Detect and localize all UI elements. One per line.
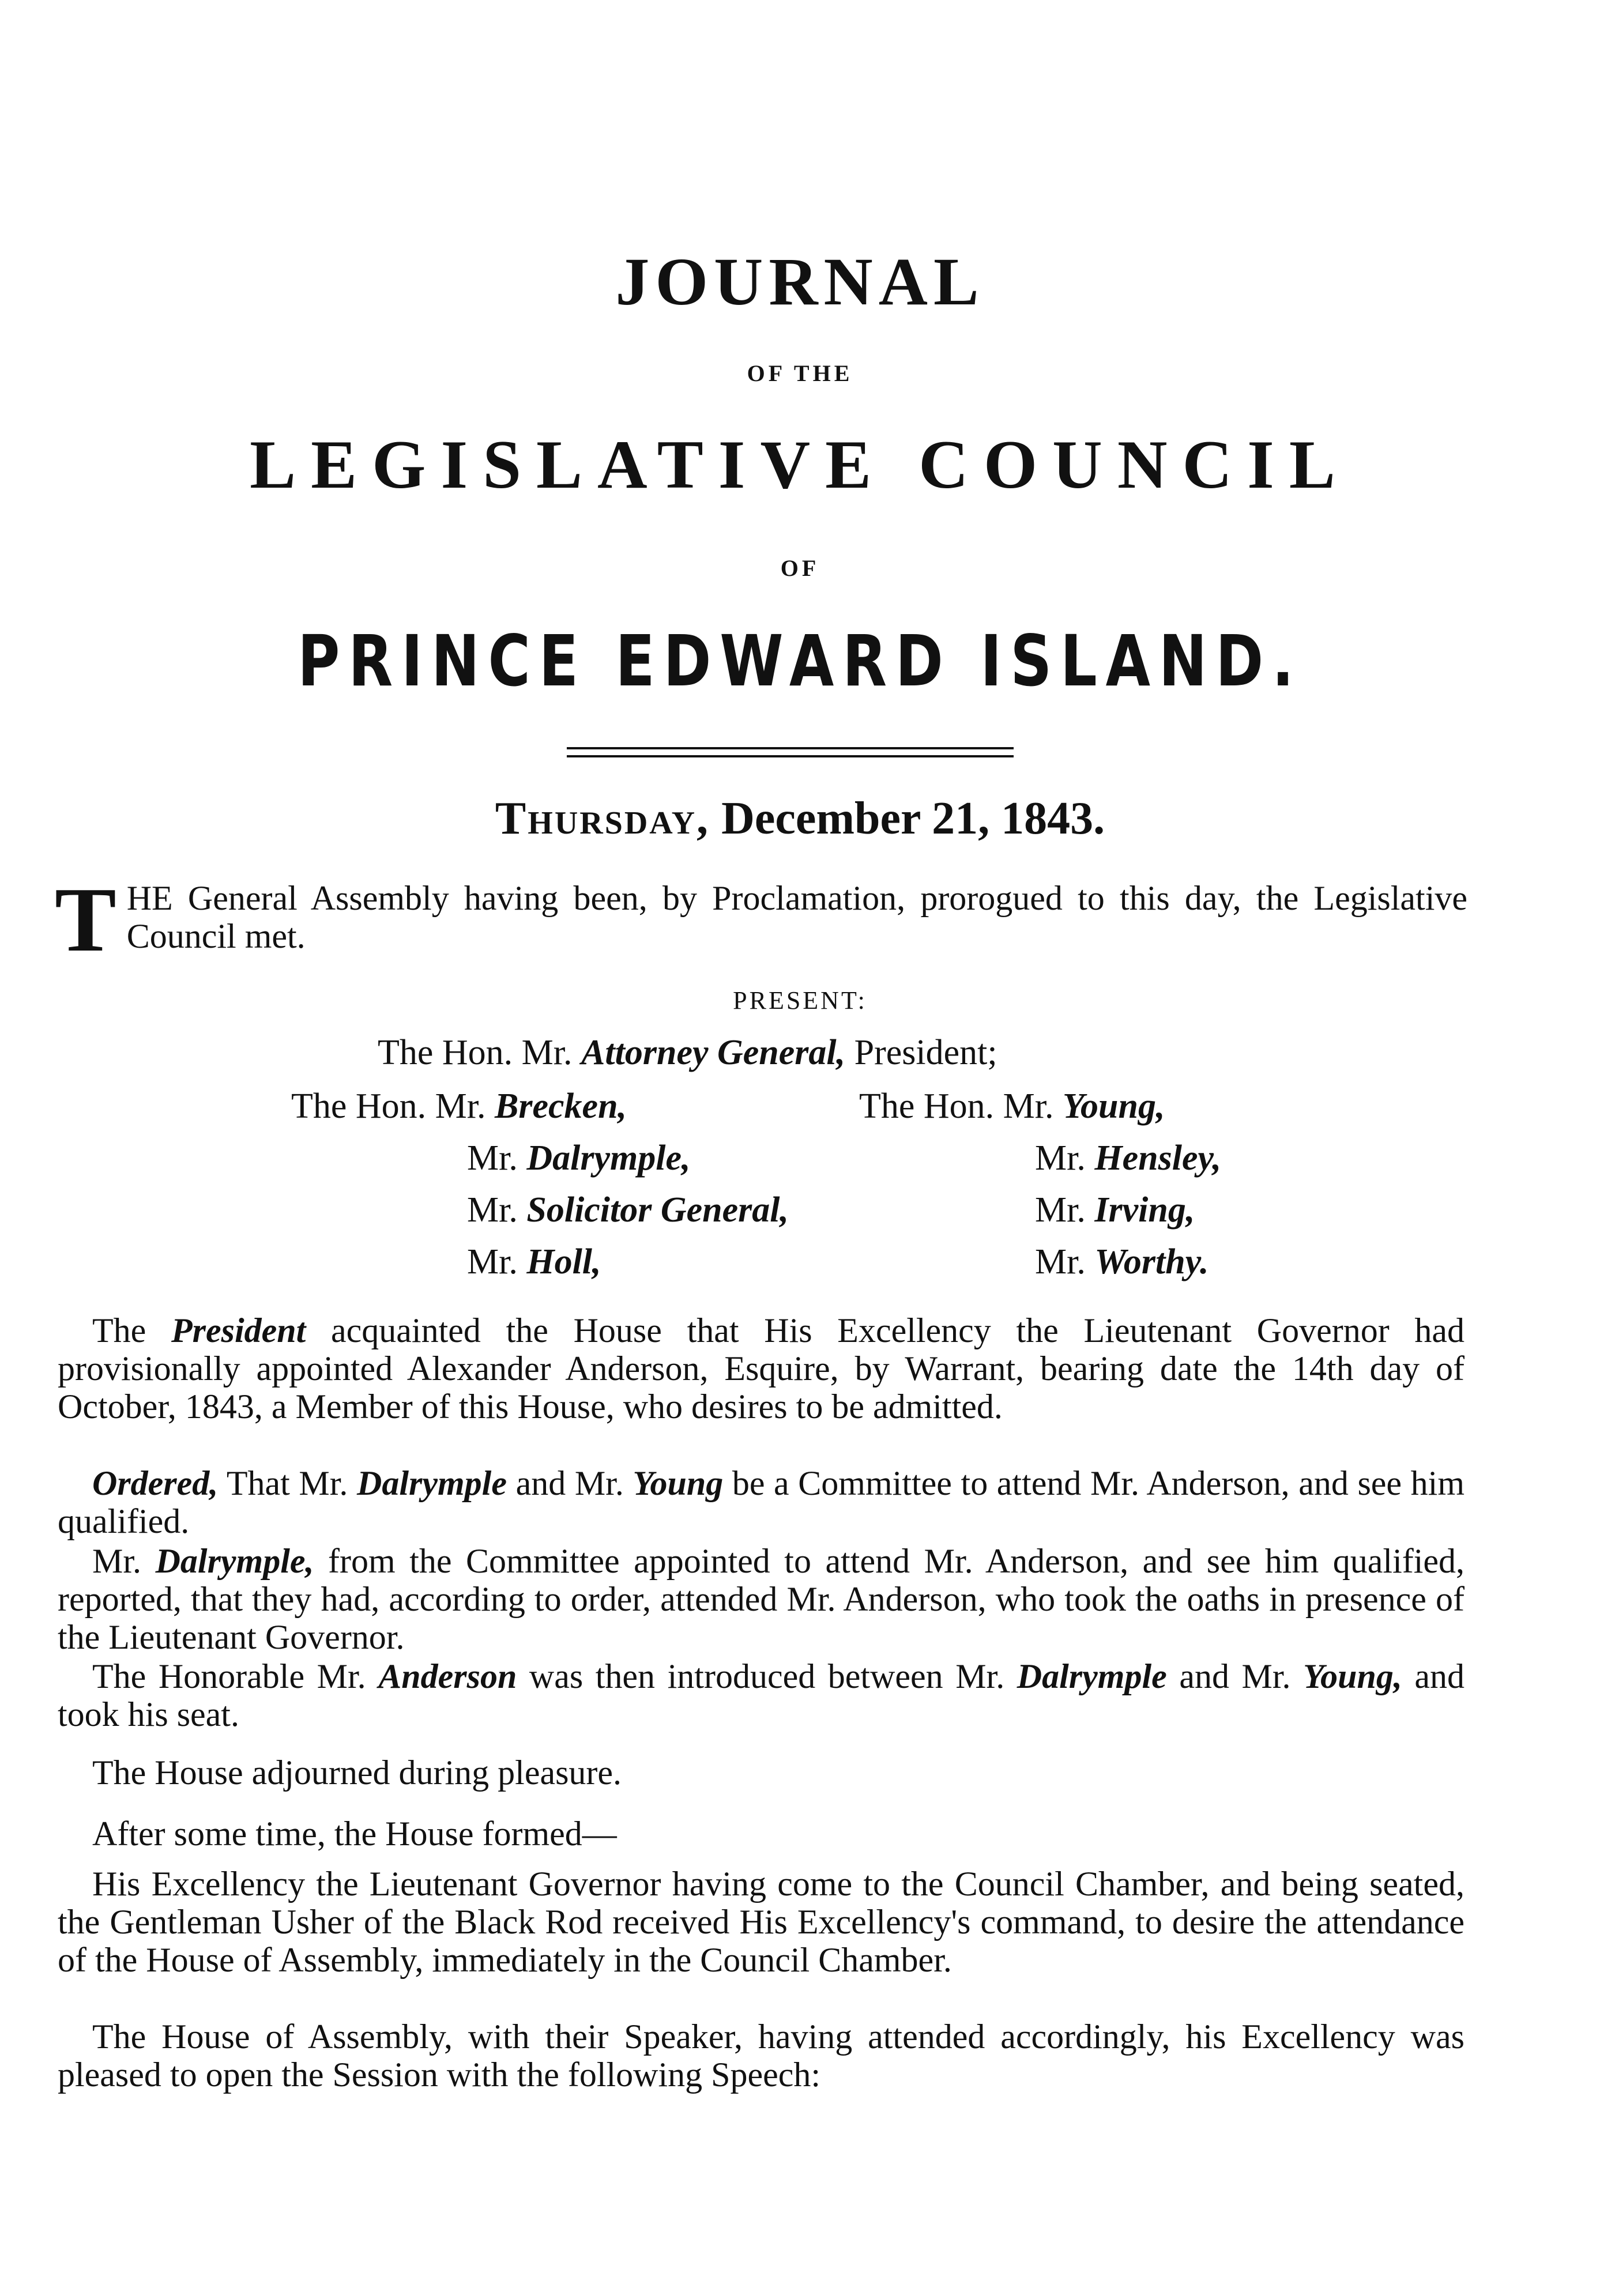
session-date	[0, 793, 1600, 844]
text-run: The	[92, 1311, 146, 1349]
present-label: PRESENT:	[733, 986, 867, 1015]
session-weekday: Thursday,	[495, 793, 710, 844]
paragraph-adjourned: The House adjourned during pleasure.	[92, 1754, 622, 1792]
text-run-italic: Anderson	[378, 1657, 517, 1695]
title-journal: JOURNAL	[615, 244, 985, 319]
title-legislative-council: LEGISLATIVE COUNCIL	[250, 426, 1350, 503]
text-run: and Mr.	[1179, 1657, 1291, 1695]
title-prince-edward-island: PRINCE EDWARD ISLAND.	[298, 620, 1302, 702]
paragraph-governor-arrives	[58, 1865, 1465, 1979]
member-name: Dalrymple,	[526, 1138, 691, 1178]
title-of: OF	[780, 555, 820, 581]
title-rule-bottom	[567, 755, 1014, 757]
paragraph-house-formed: After some time, the House formed—	[92, 1815, 617, 1853]
paragraph-committee-report	[58, 1542, 1465, 1656]
member-name: Holl,	[526, 1242, 601, 1281]
paragraph-assembly-attended	[58, 2018, 1465, 2094]
member-name: Hensley,	[1094, 1138, 1222, 1178]
text-run-italic: Young	[633, 1464, 724, 1502]
title-rule-top	[567, 747, 1014, 749]
member-left-prefix: The Hon. Mr.	[291, 1087, 486, 1126]
member-name: Irving,	[1094, 1190, 1195, 1230]
member-right-2	[1035, 1140, 1221, 1176]
opening-paragraph	[55, 868, 1467, 971]
member-mr: Mr.	[1035, 1138, 1086, 1178]
text-run-italic: Dalrymple	[357, 1464, 507, 1502]
session-date-text: December 21, 1843.	[721, 793, 1105, 844]
text-run: Mr.	[92, 1542, 142, 1580]
member-right-prefix: The Hon. Mr.	[859, 1087, 1054, 1126]
member-name: Worthy.	[1094, 1242, 1209, 1281]
member-name: Solicitor General,	[526, 1190, 789, 1230]
text-run: be a Committee to attend Mr. Anderson, and see him qualified.	[58, 1464, 1465, 1540]
text-run: That Mr.	[226, 1464, 348, 1502]
member-mr: Mr.	[467, 1242, 518, 1281]
text-run: acquainted the House that His Excellency the Lieutenant Governor had provisionally appointed Alexander Anderson, Esquire, by Warrant, bearing date the 14th day of October, 1843, a Member of this House, who desires to be admitted.	[58, 1311, 1465, 1426]
text-run: and took his seat.	[58, 1657, 1465, 1733]
paragraph-president-acquainted	[58, 1311, 1465, 1426]
president-line	[378, 1035, 997, 1070]
text-run: and Mr.	[515, 1464, 624, 1502]
text-run: The Honorable Mr.	[92, 1657, 366, 1695]
opening-text: HE General Assembly having been, by Proclamation, prorogued to this day, the Legislative Council met.	[126, 879, 1467, 955]
member-mr: Mr.	[1035, 1190, 1086, 1230]
text-run: The House of Assembly, with their Speaker, having attended accordingly, his Excellency was pleased to open the Session with the following Speech:	[58, 2018, 1465, 2094]
text-run: from the Committee appointed to attend Mr. Anderson, and see him qualified, reported, that they had, according to order, attended Mr. Anderson, who took the oaths in presence of the Lieutenant Governor.	[58, 1542, 1465, 1656]
president-prefix: The Hon. Mr.	[378, 1033, 573, 1072]
member-left-4	[467, 1244, 601, 1280]
member-left-1	[291, 1088, 627, 1124]
member-right-4	[1035, 1244, 1209, 1280]
member-mr: Mr.	[467, 1138, 518, 1178]
member-mr: Mr.	[1035, 1242, 1086, 1281]
member-right-1	[859, 1088, 1165, 1124]
drop-cap: T	[55, 868, 116, 971]
member-right-3	[1035, 1192, 1195, 1228]
paragraph-ordered	[58, 1464, 1465, 1540]
title-of-the: OF THE	[747, 360, 853, 386]
journal-title-block	[0, 244, 1600, 702]
text-run-italic: Dalrymple	[1017, 1657, 1167, 1695]
president-name: Attorney General,	[581, 1033, 846, 1072]
text-run: His Excellency the Lieutenant Governor having come to the Council Chamber, and being seated, the Gentleman Usher of the Black Rod received His Excellency's command, to desire the attendance of the House of Assembly, immediately in the Council Chamber.	[58, 1865, 1465, 1979]
member-name: Young,	[1063, 1087, 1165, 1126]
text-run: was then introduced between Mr.	[529, 1657, 1005, 1695]
text-run-italic: Ordered,	[92, 1464, 219, 1502]
member-name: Brecken,	[495, 1087, 627, 1126]
text-run-italic: Young,	[1303, 1657, 1402, 1695]
president-suffix: President;	[854, 1033, 997, 1072]
member-left-3	[467, 1192, 789, 1228]
member-left-2	[467, 1140, 690, 1176]
text-run-italic: President	[171, 1311, 306, 1349]
text-run-italic: Dalrymple,	[155, 1542, 314, 1580]
paragraph-introduced	[58, 1657, 1465, 1733]
member-mr: Mr.	[467, 1190, 518, 1230]
